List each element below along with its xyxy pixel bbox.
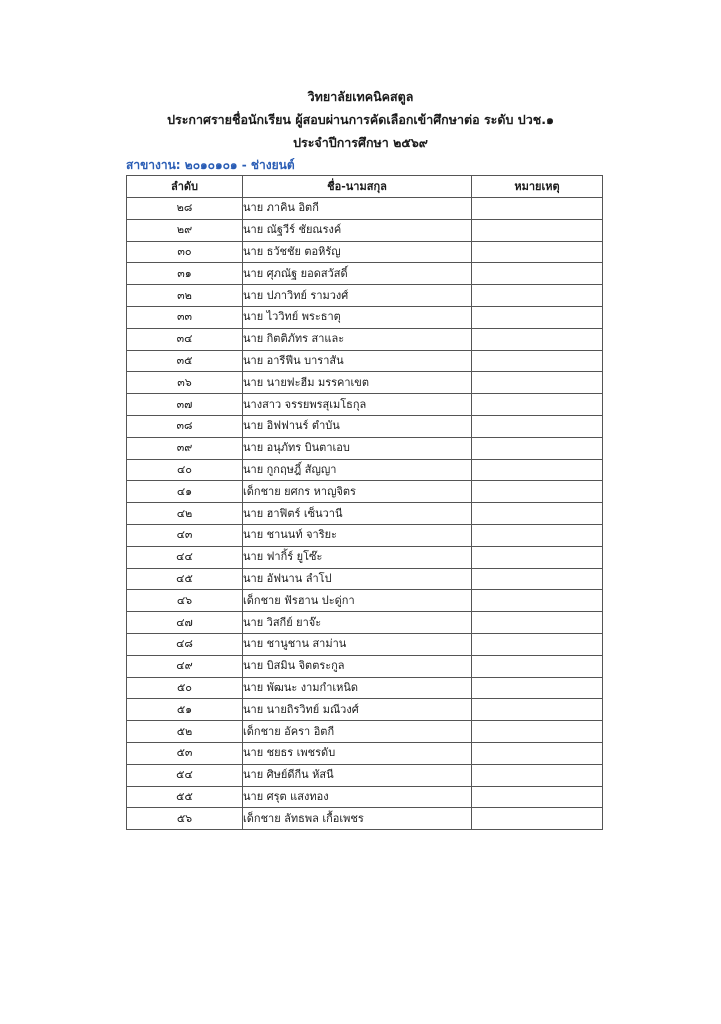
student-name: นาย กูกฤษฎิ์ สัญญา [243,459,472,481]
table-row [127,241,603,263]
remark-cell [472,503,603,525]
row-number: ๔๐ [127,459,243,481]
table-row [127,546,603,568]
student-name: เด็กชาย ยศกร หาญจิตร [243,481,472,503]
row-number: ๔๑ [127,481,243,503]
student-name: นาย ศุภณัฐ ยอดสวัสดิ์ [243,263,472,285]
student-name: นาย ฟากิ้ร์ ยูโซ๊ะ [243,546,472,568]
table-row [127,503,603,525]
table-row [127,633,603,655]
column-header-name: ชื่อ-นามสกุล [243,176,472,198]
student-name: นาย วิสกีย์ ยาจ๊ะ [243,612,472,634]
table-header-row [127,176,603,198]
remark-cell [472,306,603,328]
row-number: ๓๕ [127,350,243,372]
student-name: นาย อิฟฟานร์ ตำบัน [243,415,472,437]
row-number: ๔๗ [127,612,243,634]
table-row [127,655,603,677]
remark-cell [472,764,603,786]
remark-cell [472,241,603,263]
student-name: นาย ไววิทย์ พระธาตุ [243,306,472,328]
table-row [127,786,603,808]
row-number: ๓๓ [127,306,243,328]
student-name: นาย ภาคิน อิตกี [243,198,472,220]
remark-cell [472,372,603,394]
college-title: วิทยาลัยเทคนิคสตูล [307,89,414,104]
row-number: ๒๙ [127,219,243,241]
row-number: ๕๓ [127,742,243,764]
row-number: ๓๒ [127,285,243,307]
remark-cell [472,481,603,503]
student-name: นาย นายฟะฮีม มรรคาเขต [243,372,472,394]
row-number: ๔๓ [127,524,243,546]
student-name: นาย ธวัชชัย ตอหิรัญ [243,241,472,263]
row-number: ๔๖ [127,590,243,612]
table-row [127,415,603,437]
table-row [127,742,603,764]
row-number: ๕๕ [127,786,243,808]
table-row [127,198,603,220]
table-row [127,459,603,481]
row-number: ๒๘ [127,198,243,220]
remark-cell [472,328,603,350]
student-name: นาย นายถิรวิทย์ มณีวงศ์ [243,699,472,721]
student-name: นาย ชยธร เพชรดับ [243,742,472,764]
row-number: ๔๒ [127,503,243,525]
student-name: เด็กชาย ลัทธพล เกื้อเพชร [243,808,472,830]
remark-cell [472,612,603,634]
row-number: ๔๙ [127,655,243,677]
row-number: ๕๔ [127,764,243,786]
row-number: ๕๒ [127,721,243,743]
table-row [127,394,603,416]
student-name: นางสาว จรรยพรสุเมโธกุล [243,394,472,416]
table-row [127,699,603,721]
remark-cell [472,219,603,241]
row-number: ๔๕ [127,568,243,590]
student-name: นาย กิตติภัทร สาและ [243,328,472,350]
remark-cell [472,524,603,546]
student-list-table [126,175,603,830]
remark-cell [472,721,603,743]
row-number: ๓๔ [127,328,243,350]
table-row [127,524,603,546]
student-name: นาย อัฟนาน ลำโป [243,568,472,590]
row-number: ๓๘ [127,415,243,437]
table-row [127,263,603,285]
table-row [127,219,603,241]
academic-year-title: ประจำปีการศึกษา ๒๕๖๙ [293,135,428,150]
remark-cell [472,198,603,220]
column-header-remark: หมายเหตุ [472,176,603,198]
student-name: นาย อารีฟีน บาราสัน [243,350,472,372]
table-row [127,568,603,590]
remark-cell [472,742,603,764]
row-number: ๕๑ [127,699,243,721]
student-name: เด็กชาย อัครา อิตกี [243,721,472,743]
table-row [127,808,603,830]
table-body [127,198,603,830]
student-name: นาย ชานูชาน สาม่าน [243,633,472,655]
remark-cell [472,546,603,568]
table-row [127,350,603,372]
table-row [127,285,603,307]
table-row [127,612,603,634]
row-number: ๕๖ [127,808,243,830]
student-name: เด็กชาย ฟัรฮาน ปะดู่กา [243,590,472,612]
student-name: นาย ชานนท์ จาริยะ [243,524,472,546]
student-name: นาย อนุภัทร บินตาเอบ [243,437,472,459]
table-row [127,306,603,328]
column-header-number: ลำดับ [127,176,243,198]
row-number: ๓๙ [127,437,243,459]
remark-cell [472,415,603,437]
remark-cell [472,350,603,372]
remark-cell [472,699,603,721]
table-row [127,721,603,743]
table-row [127,677,603,699]
row-number: ๓๑ [127,263,243,285]
row-number: ๕๐ [127,677,243,699]
row-number: ๓๗ [127,394,243,416]
remark-cell [472,633,603,655]
row-number: ๓๖ [127,372,243,394]
row-number: ๓๐ [127,241,243,263]
remark-cell [472,459,603,481]
remark-cell [472,285,603,307]
remark-cell [472,808,603,830]
row-number: ๔๔ [127,546,243,568]
table-row [127,764,603,786]
table-row [127,481,603,503]
row-number: ๔๘ [127,633,243,655]
student-name: นาย ฮาฟิตร์ เซ็นวานี [243,503,472,525]
table-row [127,590,603,612]
remark-cell [472,568,603,590]
remark-cell [472,677,603,699]
table-row [127,437,603,459]
remark-cell [472,263,603,285]
remark-cell [472,590,603,612]
remark-cell [472,437,603,459]
announcement-title: ประกาศรายชื่อนักเรียน ผู้สอบผ่านการคัดเลือกเข้าศึกษาต่อ ระดับ ปวช.๑ [167,112,554,127]
student-name: นาย ศรุต แสงทอง [243,786,472,808]
remark-cell [472,786,603,808]
department-label: สาขางาน: ๒๐๑๐๑๐๑ - ช่างยนต์ [126,158,295,172]
remark-cell [472,655,603,677]
table-row [127,328,603,350]
student-name: นาย ณัฐวีร์ ชัยณรงค์ [243,219,472,241]
student-name: นาย ปภาวิทย์ รามวงศ์ [243,285,472,307]
student-name: นาย ศิษย์ดีกีน หัสนี [243,764,472,786]
table-row [127,372,603,394]
remark-cell [472,394,603,416]
student-name: นาย บิสมิน จิตตระกูล [243,655,472,677]
student-name: นาย พัฒนะ งามกำเหนิด [243,677,472,699]
